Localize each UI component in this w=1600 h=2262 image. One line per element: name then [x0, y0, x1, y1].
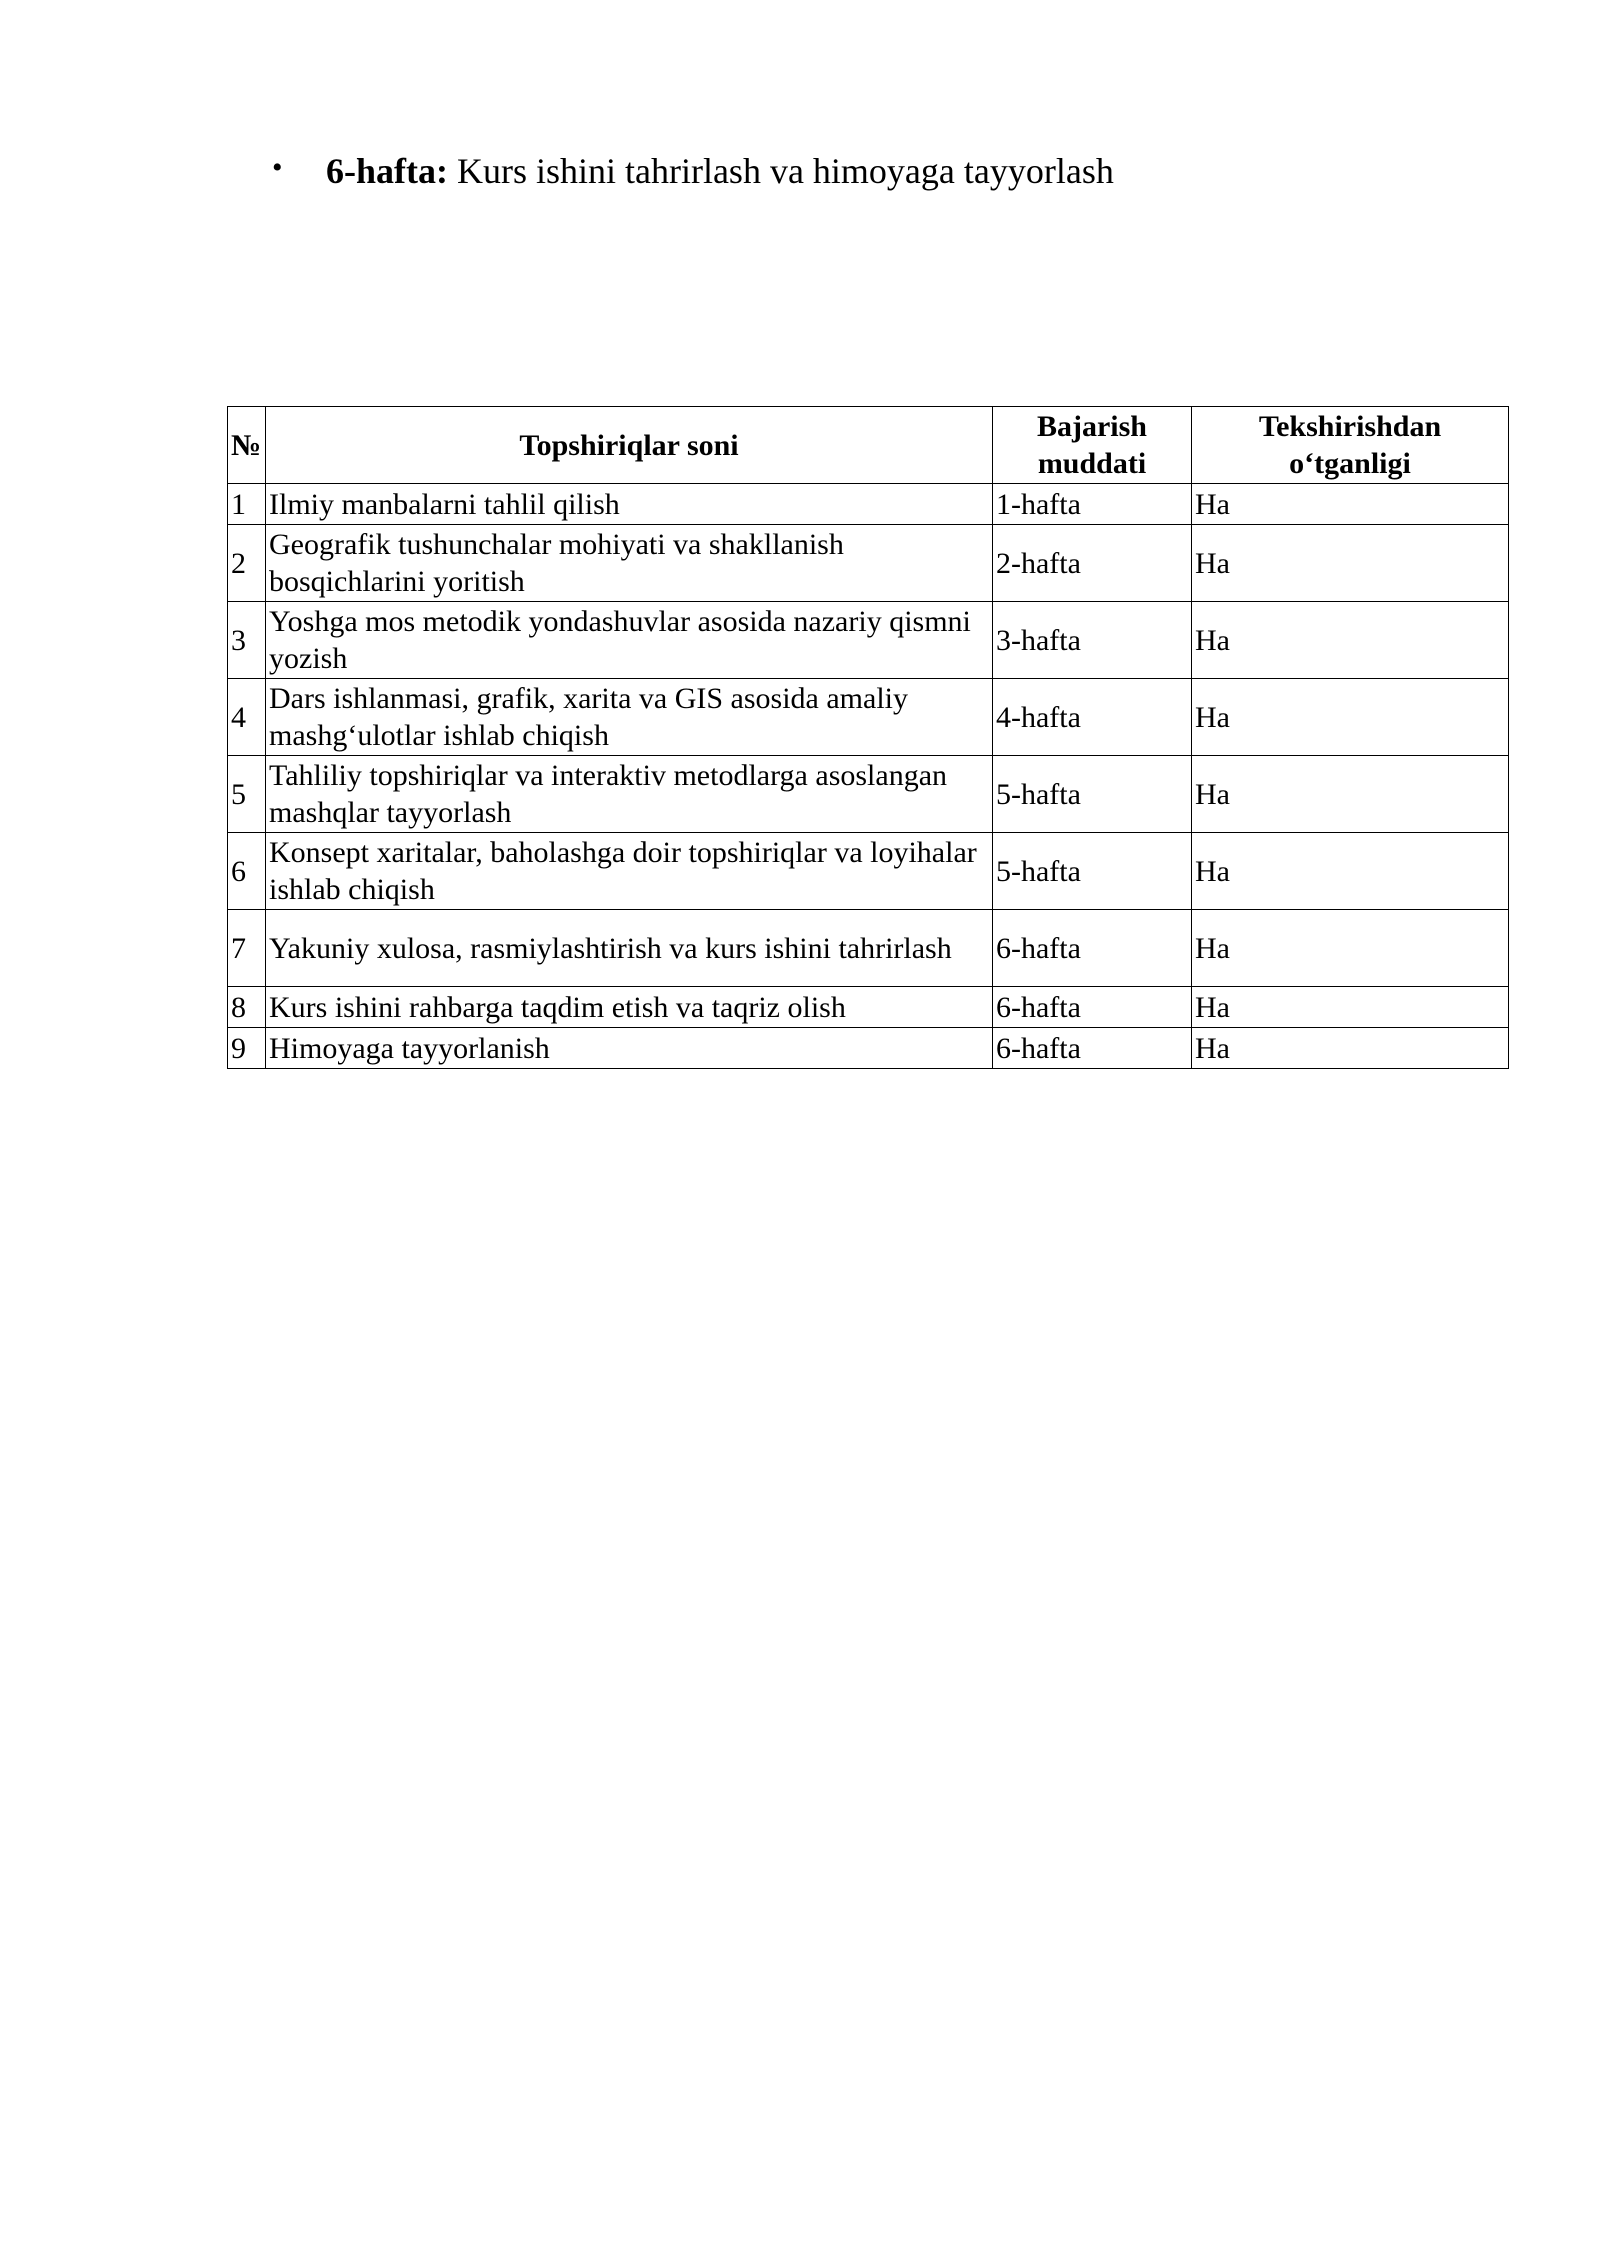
cell-num: 9	[228, 1028, 266, 1069]
header-num: №	[228, 407, 266, 484]
table-row	[228, 525, 1509, 602]
header-duration-line2: muddati	[1037, 447, 1147, 480]
cell-duration: 5-hafta	[993, 756, 1192, 833]
cell-task: Kurs ishini rahbarga taqdim etish va taqriz olish	[266, 987, 993, 1028]
cell-duration: 3-hafta	[993, 602, 1192, 679]
cell-duration: 5-hafta	[993, 833, 1192, 910]
cell-num: 2	[228, 525, 266, 602]
cell-check: Ha	[1192, 679, 1509, 756]
cell-task: Geografik tushunchalar mohiyati va shakllanish bosqichlarini yoritish	[266, 525, 993, 602]
cell-check: Ha	[1192, 833, 1509, 910]
cell-check: Ha	[1192, 756, 1509, 833]
table-row	[228, 756, 1509, 833]
cell-num: 7	[228, 910, 266, 987]
cell-check: Ha	[1192, 910, 1509, 987]
cell-task: Konsept xaritalar, baholashga doir topshiriqlar va loyihalar ishlab chiqish	[266, 833, 993, 910]
cell-duration: 4-hafta	[993, 679, 1192, 756]
cell-duration: 6-hafta	[993, 910, 1192, 987]
bullet-item	[272, 150, 1114, 193]
bullet-label: 6-hafta:	[326, 151, 448, 191]
cell-task: Ilmiy manbalarni tahlil qilish	[266, 484, 993, 525]
header-duration	[993, 407, 1192, 484]
cell-duration: 6-hafta	[993, 1028, 1192, 1069]
table-row	[228, 1028, 1509, 1069]
cell-check: Ha	[1192, 1028, 1509, 1069]
header-check	[1192, 407, 1509, 484]
cell-check: Ha	[1192, 602, 1509, 679]
cell-task: Himoyaga tayyorlanish	[266, 1028, 993, 1069]
table-row	[228, 833, 1509, 910]
cell-task: Dars ishlanmasi, grafik, xarita va GIS asosida amaliy mashg‘ulotlar ishlab chiqish	[266, 679, 993, 756]
cell-num: 6	[228, 833, 266, 910]
header-check-line2: o‘tganligi	[1289, 447, 1411, 480]
bullet-text	[326, 151, 1114, 191]
table-row	[228, 602, 1509, 679]
cell-duration: 6-hafta	[993, 987, 1192, 1028]
cell-num: 8	[228, 987, 266, 1028]
cell-duration: 2-hafta	[993, 525, 1192, 602]
table-row	[228, 679, 1509, 756]
cell-num: 3	[228, 602, 266, 679]
header-check-line1: Tekshirishdan	[1258, 410, 1442, 443]
cell-task: Tahliliy topshiriqlar va interaktiv metodlarga asoslangan mashqlar tayyorlash	[266, 756, 993, 833]
header-duration-line1: Bajarish	[1036, 410, 1147, 443]
table-header-row	[228, 407, 1509, 484]
cell-num: 1	[228, 484, 266, 525]
cell-task: Yoshga mos metodik yondashuvlar asosida nazariy qismni yozish	[266, 602, 993, 679]
cell-num: 4	[228, 679, 266, 756]
header-task: Topshiriqlar soni	[266, 407, 993, 484]
cell-check: Ha	[1192, 987, 1509, 1028]
bullet-body: Kurs ishini tahrirlash va himoyaga tayyorlash	[447, 151, 1114, 191]
table-row	[228, 484, 1509, 525]
cell-duration: 1-hafta	[993, 484, 1192, 525]
bullet-marker: •	[272, 151, 283, 184]
table-row	[228, 987, 1509, 1028]
cell-check: Ha	[1192, 484, 1509, 525]
tasks-table	[227, 406, 1509, 1069]
cell-num: 5	[228, 756, 266, 833]
cell-check: Ha	[1192, 525, 1509, 602]
table-row	[228, 910, 1509, 987]
cell-task: Yakuniy xulosa, rasmiylashtirish va kurs ishini tahrirlash	[266, 910, 993, 987]
